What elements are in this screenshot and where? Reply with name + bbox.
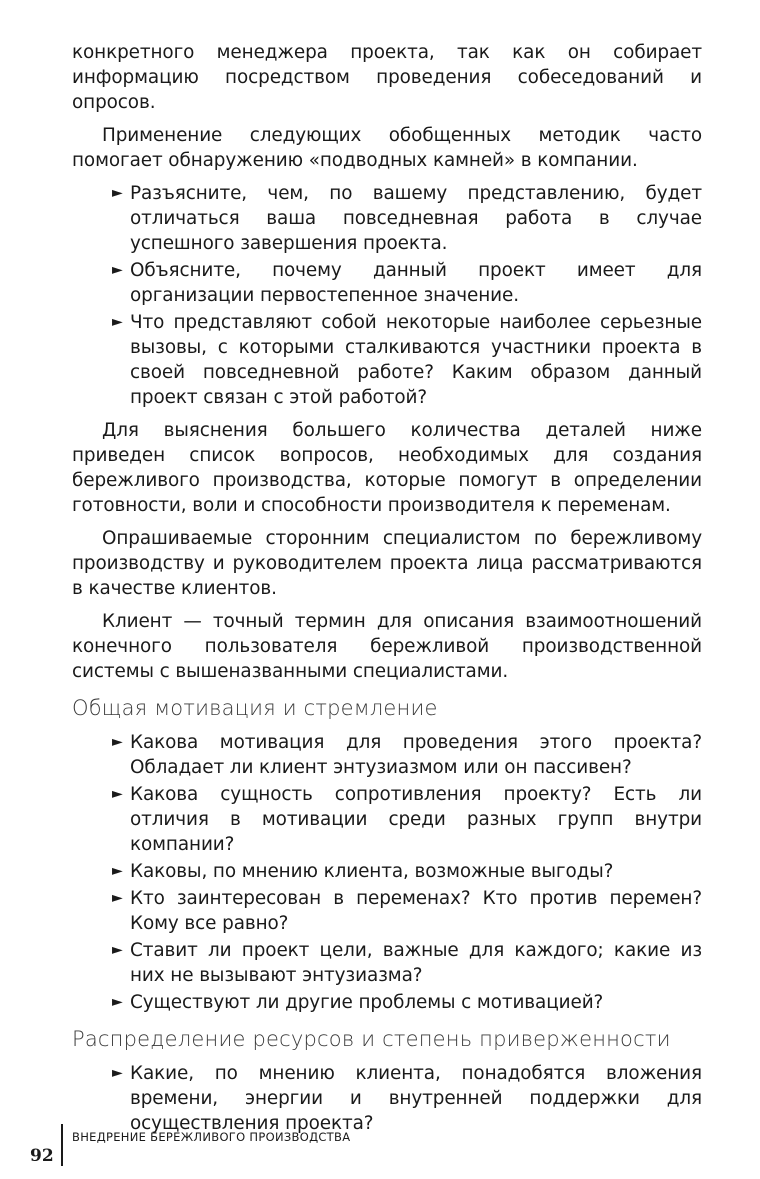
list-item: [72, 730, 702, 780]
page-footer: [30, 1124, 430, 1166]
list-item-text: Ставит ли проект цели, важные для каждого; какие из них не вызывают энтузиазма?: [130, 940, 702, 986]
list-item-text: Объясните, почему данный проект имеет для организации первостепенное значение.: [130, 260, 702, 306]
triangle-bullet-icon: ►: [112, 1065, 123, 1081]
triangle-bullet-icon: ►: [112, 994, 123, 1010]
list-item: [72, 181, 702, 256]
paragraph: Клиент — точный термин для описания взаимоотношений конечного пользователя бережливой производственной системы с вышеназванными специалистами.: [72, 611, 702, 682]
list-item: [72, 258, 702, 308]
triangle-bullet-icon: ►: [112, 942, 123, 958]
list-item-text: Какие, по мнению клиента, понадобятся вложения времени, энергии и внутренней поддержки для осуществления проекта?: [130, 1063, 702, 1134]
page-body: [72, 40, 702, 1144]
list-item: [72, 310, 702, 410]
list-item-text: Разъясните, чем, по вашему представлению, будет отличаться ваша повседневная работа в случае успешного завершения проекта.: [130, 183, 702, 254]
running-head: ВНЕДРЕНИЕ БЕРЕЖЛИВОГО ПРОИЗВОДСТВА: [72, 1130, 351, 1144]
triangle-bullet-icon: ►: [112, 890, 123, 906]
bullet-list: [72, 730, 702, 1015]
list-item: [72, 990, 702, 1015]
footer-divider: [61, 1124, 63, 1166]
page-number: 92: [30, 1146, 54, 1166]
paragraph: Опрашиваемые сторонним специалистом по бережливому производству и руководителем проекта лица рассматриваются в качестве клиентов.: [72, 528, 702, 599]
paragraph: Для выяснения большего количества деталей ниже приведен список вопросов, необходимых для создания бережливого производства, которые помогут в определении готовности, воли и способности производителя к переменам.: [72, 420, 702, 516]
list-item: [72, 859, 702, 884]
paragraph: конкретного менеджера проекта, так как он собирает информацию посредством проведения собеседований и опросов.: [72, 42, 702, 113]
list-item-text: Существуют ли другие проблемы с мотивацией?: [130, 992, 604, 1013]
paragraph: Применение следующих обобщенных методик часто помогает обнаружению «подводных камней» в компании.: [72, 125, 702, 171]
list-item-text: Какова мотивация для проведения этого проекта? Обладает ли клиент энтузиазмом или он пассивен?: [130, 732, 702, 778]
list-item-text: Какова сущность сопротивления проекту? Есть ли отличия в мотивации среди разных групп внутри компании?: [130, 784, 702, 855]
triangle-bullet-icon: ►: [112, 863, 123, 879]
section-heading: Общая мотивация и стремление: [72, 696, 438, 720]
list-item: [72, 886, 702, 936]
triangle-bullet-icon: ►: [112, 185, 123, 201]
triangle-bullet-icon: ►: [112, 734, 123, 750]
list-item: [72, 782, 702, 857]
bullet-list: [72, 181, 702, 410]
section-heading: Распределение ресурсов и степень приверженности: [72, 1027, 671, 1051]
list-item-text: Кто заинтересован в переменах? Кто против перемен? Кому все равно?: [130, 888, 702, 934]
triangle-bullet-icon: ►: [112, 314, 123, 330]
triangle-bullet-icon: ►: [112, 262, 123, 278]
list-item-text: Что представляют собой некоторые наиболее серьезные вызовы, с которыми сталкиваются участники проекта в своей повседневной работе? Каким образом данный проект связан с этой работой?: [130, 312, 702, 408]
triangle-bullet-icon: ►: [112, 786, 123, 802]
list-item: [72, 938, 702, 988]
list-item-text: Каковы, по мнению клиента, возможные выгоды?: [130, 861, 614, 882]
